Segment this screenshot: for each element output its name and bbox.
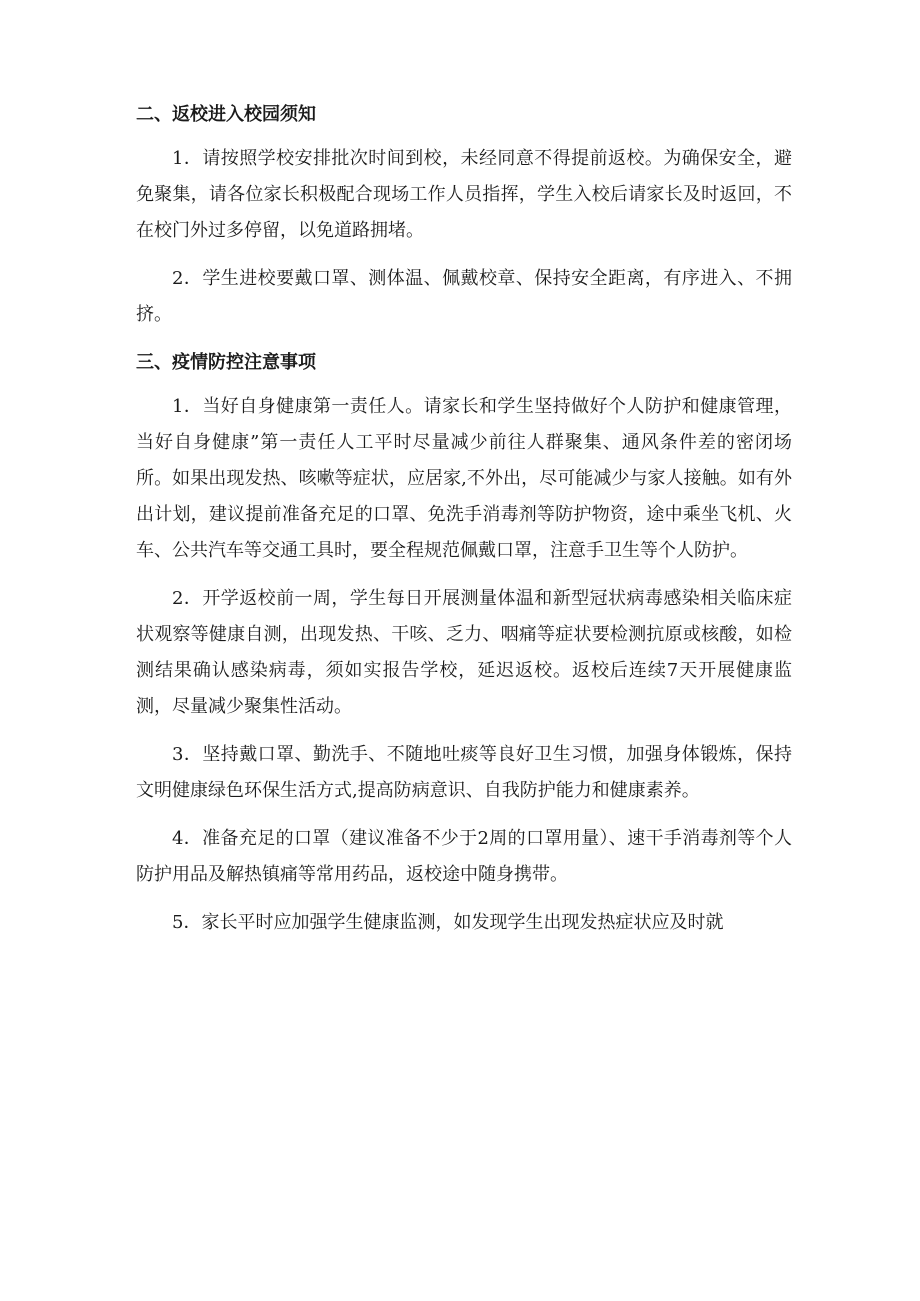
paragraph: 2．学生进校要戴口罩、测体温、佩戴校章、保持安全距离，有序进入、不拥挤。	[136, 268, 792, 325]
section-heading: 二、返校进入校园须知	[136, 104, 316, 125]
section-return-to-campus	[136, 97, 792, 333]
paragraph: 3．坚持戴口罩、勤洗手、不随地吐痰等良好卫生习惯，加强身体锻炼，保持文明健康绿色环保生活方式,提高防病意识、自我防护能力和健康素养。	[136, 744, 792, 801]
section-heading: 三、疫情防控注意事项	[136, 352, 316, 373]
section-epidemic-prevention	[136, 345, 792, 941]
paragraph: 1．当好自身健康第一责任人。请家长和学生坚持做好个人防护和健康管理，当好自身健康”第一责任人工平时尽量减少前往人群聚集、通风条件差的密闭场所。如果出现发热、咳嗽等症状，应居家,不外出，尽可能减少与家人接触。如有外出计划，建议提前准备充足的口罩、免洗手消毒剂等防护物资，途中乘坐飞机、火车、公共汽车等交通工具时，要全程规范佩戴口罩，注意手卫生等个人防护。	[136, 396, 792, 561]
paragraph: 1．请按照学校安排批次时间到校，未经同意不得提前返校。为确保安全，避免聚集，请各位家长积极配合现场工作人员指挥，学生入校后请家长及时返回，不在校门外过多停留，以免道路拥堵。	[136, 148, 792, 241]
paragraph: 2．开学返校前一周，学生每日开展测量体温和新型冠状病毒感染相关临床症状观察等健康自测，出现发热、干咳、乏力、咽痛等症状要检测抗原或核酸，如检测结果确认感染病毒，须如实报告学校，延迟返校。返校后连续7天开展健康监测，尽量减少聚集性活动。	[136, 588, 792, 717]
paragraph: 4．准备充足的口罩（建议准备不少于2周的口罩用量）、速干手消毒剂等个人防护用品及解热镇痛等常用药品，返校途中随身携带。	[136, 828, 792, 885]
paragraph: 5．家长平时应加强学生健康监测，如发现学生出现发热症状应及时就	[172, 912, 724, 933]
